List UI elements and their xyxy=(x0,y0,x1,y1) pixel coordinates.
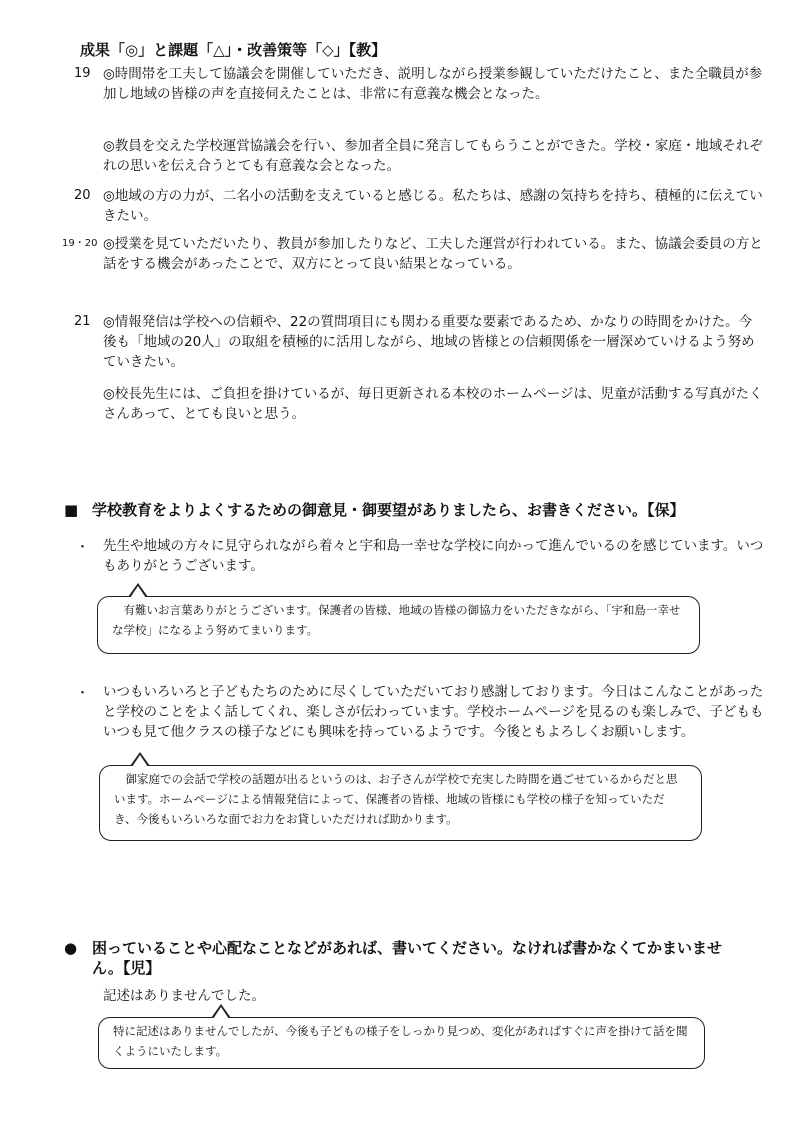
entry-number: 20 xyxy=(74,188,91,203)
bullet: ・ xyxy=(76,540,90,555)
teacher-entry: ◎地域の方の力が、二名小の活動を支えていると感じる。私たちは、感謝の気持ちを持ち、積極的に伝えていきたい。 xyxy=(103,188,763,224)
teacher-entry: ◎校長先生には、ご負担を掛けているが、毎日更新される本校のホームページは、児童が活動する写真がたくさんあって、とても良いと思う。 xyxy=(103,386,763,422)
reply-bubble xyxy=(99,765,702,841)
reply-text: 有難いお言葉ありがとうございます。保護者の皆様、地域の皆様の御協力をいただきながら、「宇和島一幸せな学校」になるよう努めてまいります。 xyxy=(112,603,681,637)
teacher-entry: ◎授業を見ていただいたり、教員が参加したりなど、工夫した運営が行われている。また、協議会委員の方と話をする機会があったことで、双方にとって良い結果となっている。 xyxy=(103,236,763,272)
child-section-heading: 困っていることや心配なことなどがあれば、書いてください。なければ書かなくてかまいません。【児】 xyxy=(92,939,723,977)
teacher-entry: ◎情報発信は学校への信頼や、22の質問項目にも関わる重要な要素であるため、かなりの時間をかけた。今後も「地域の20人」の取組を積極的に活用しながら、地域の皆様との信頼関係を一層深めていけるよう努めていきたい。 xyxy=(103,314,755,370)
teacher-entry: ◎教員を交えた学校運営協議会を行い、参加者全員に発言してもらうことができた。学校・家庭・地域それぞれの思いを伝え合うとても有意義な会となった。 xyxy=(103,138,763,174)
child-response: 記述はありませんでした。 xyxy=(103,988,265,1004)
parent-comment: いつもいろいろと子どもたちのために尽くしていただいており感謝しております。今日はこんなことがあったと学校のことをよく話してくれ、楽しさが伝わっています。学校ホームページを見るのも楽しみで、子どももいつも見て他クラスの様子などにも興味を持っているようです。今後ともよろしくお願いします。 xyxy=(103,684,764,740)
entry-number: 19・20 xyxy=(62,238,98,249)
parent-comment: 先生や地域の方々に見守られながら着々と宇和島一幸せな学校に向かって進んでいるのを感じています。いつもありがとうございます。 xyxy=(103,538,764,574)
parent-section-heading: 学校教育をよりよくするための御意見・御要望がありましたら、お書きください。【保】 xyxy=(92,501,685,519)
entry-number: 21 xyxy=(74,314,91,329)
bullet: ・ xyxy=(76,686,90,701)
reply-bubble xyxy=(98,1017,705,1069)
parent-section-marker: ■ xyxy=(64,501,79,519)
teacher-section-heading: 成果「◎」と課題「△」・改善策等「◇」【教】 xyxy=(80,41,387,59)
reply-text: 特に記述はありませんでしたが、今後も子どもの様子をしっかり見つめ、変化があればすぐに声を掛けて話を聞くようにいたします。 xyxy=(113,1024,688,1058)
child-section-marker: ● xyxy=(64,939,78,957)
reply-bubble xyxy=(97,596,700,654)
reply-text: 御家庭での会話で学校の話題が出るというのは、お子さんが学校で充実した時間を過ごせているからだと思います。ホームページによる情報発信によって、保護者の皆様、地域の皆様にも学校の様子を知っていただき、今後もいろいろな面でお力をお貸しいただければ助かります。 xyxy=(114,772,678,826)
entry-number: 19 xyxy=(74,66,91,81)
teacher-entry: ◎時間帯を工夫して協議会を開催していただき、説明しながら授業参観していただけたこと、また全職員が参加し地域の皆様の声を直接伺えたことは、非常に有意義な機会となった。 xyxy=(103,66,763,102)
